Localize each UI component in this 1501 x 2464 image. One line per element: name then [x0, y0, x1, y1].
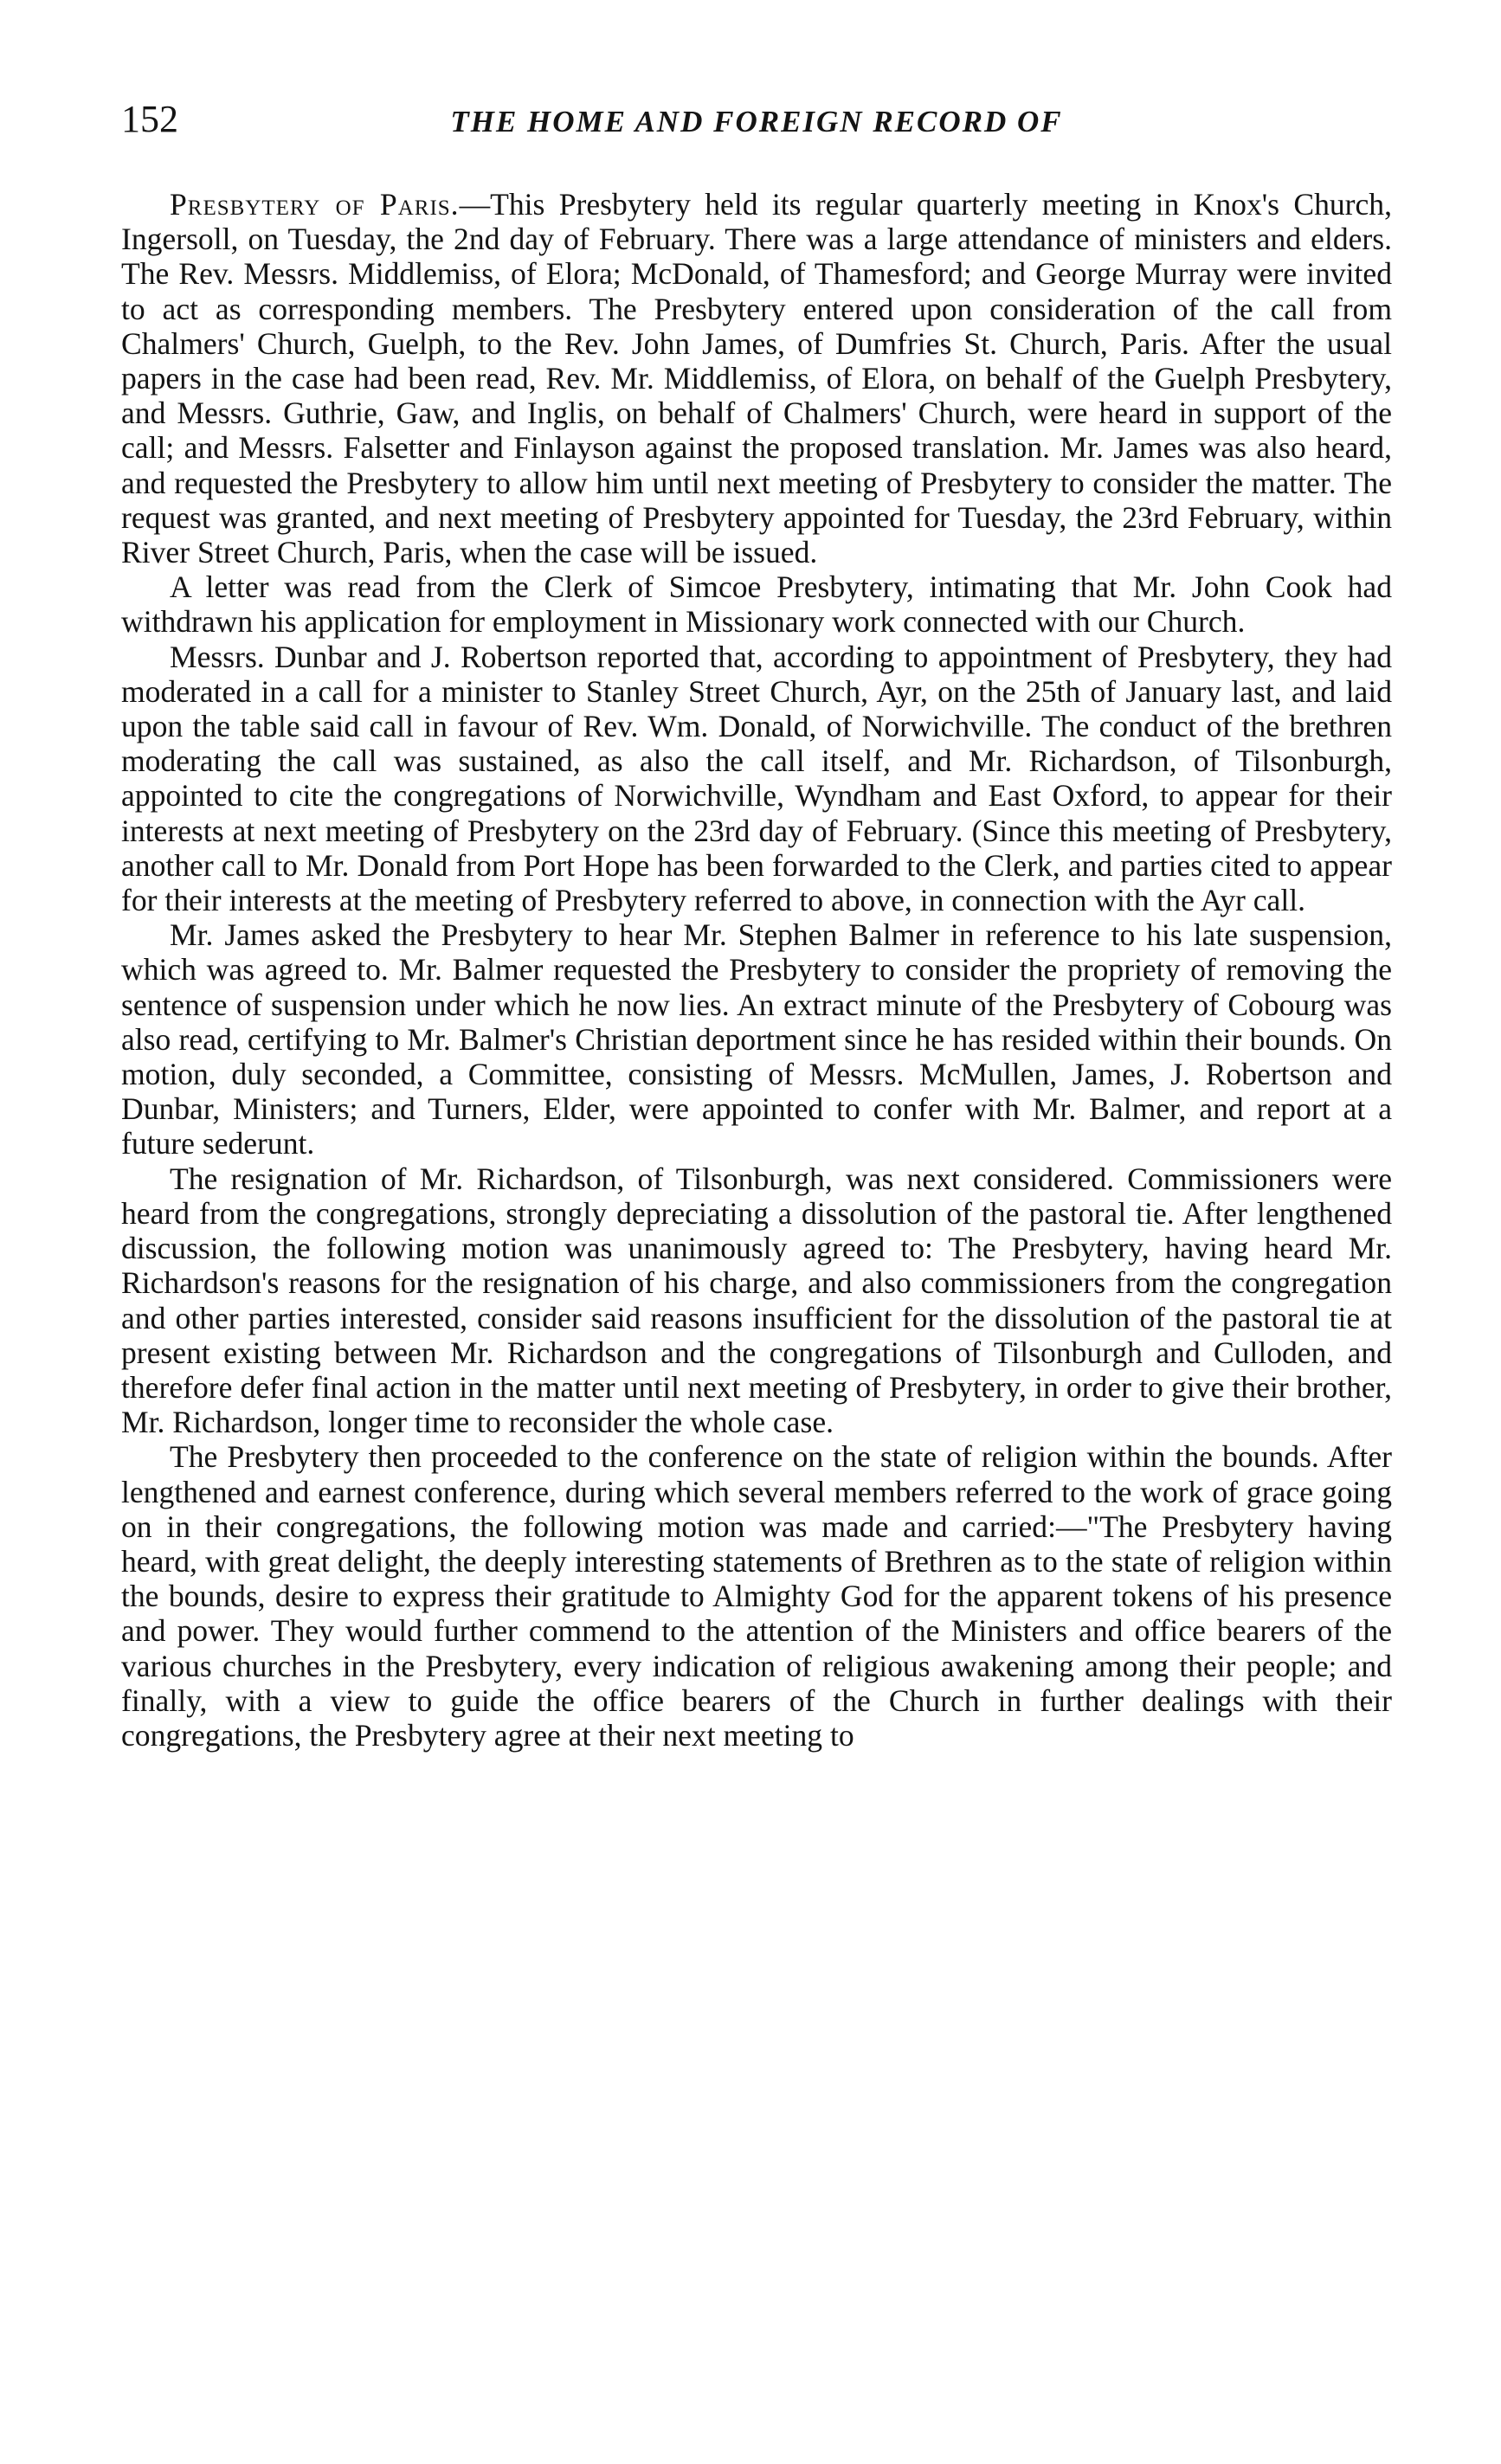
page-number: 152	[121, 98, 178, 140]
paragraph: Mr. James asked the Presbytery to hear Mr. Stephen Balmer in reference to his late suspension, which was agreed to. Mr. Balmer requested the Presbytery to consider the propriety of removing the sentence of suspension under which he now lies. An extract minute of the Presbytery of Cobourg was also read, certifying to Mr. Balmer's Christian deportment since he has resided within their bounds. On motion, duly seconded, a Committee, consisting of Messrs. McMullen, James, J. Robertson and Dunbar, Ministers; and Turners, Elder, were appointed to confer with Mr. Balmer, and report at a future sederunt.	[121, 917, 1392, 1161]
paragraph	[121, 187, 1392, 569]
section-heading: Presbytery of Paris.	[170, 187, 460, 222]
paragraph: The Presbytery then proceeded to the conference on the state of religion within the bounds. After lengthened and earnest conference, during which several members referred to the work of grace going on in their congregations, the following motion was made and carried:—"The Presbytery having heard, with great delight, the deeply interesting statements of Brethren as to the state of religion within the bounds, desire to express their gratitude to Almighty God for the apparent tokens of his presence and power. They would further commend to the attention of the Ministers and office bearers of the various churches in the Presbytery, every indication of religious awakening among their people; and finally, with a view to guide the office bearers of the Church in further dealings with their congregations, the Presbytery agree at their next meeting to	[121, 1439, 1392, 1753]
paragraph: The resignation of Mr. Richardson, of Tilsonburgh, was next considered. Commissioners were heard from the congregations, strongly depreciating a dissolution of the pastoral tie. After lengthened discussion, the following motion was unanimously agreed to: The Presbytery, having heard Mr. Richardson's reasons for the resignation of his charge, and also commissioners from the congregation and other parties interested, consider said reasons insufficient for the dissolution of the pastoral tie at present existing between Mr. Richardson and the congregations of Tilsonburgh and Culloden, and therefore defer final action in the matter until next meeting of Presbytery, in order to give their brother, Mr. Richardson, longer time to reconsider the whole case.	[121, 1161, 1392, 1440]
page-header	[121, 93, 1392, 145]
page	[121, 93, 1392, 1753]
article-body	[121, 187, 1392, 1753]
paragraph: Messrs. Dunbar and J. Robertson reported that, according to appointment of Presbytery, they had moderated in a call for a minister to Stanley Street Church, Ayr, on the 25th of January last, and laid upon the table said call in favour of Rev. Wm. Donald, of Norwichville. The conduct of the brethren moderating the call was sustained, as also the call itself, and Mr. Richardson, of Tilsonburgh, appointed to cite the congregations of Norwichville, Wyndham and East Oxford, to appear for their interests at next meeting of Presbytery on the 23rd day of February. (Since this meeting of Presbytery, another call to Mr. Donald from Port Hope has been forwarded to the Clerk, and parties cited to appear for their interests at the meeting of Presbytery referred to above, in connection with the Ayr call.	[121, 639, 1392, 918]
running-title: THE HOME AND FOREIGN RECORD OF	[450, 105, 1063, 138]
paragraph-text: —This Presbytery held its regular quarterly meeting in Knox's Church, Ingersoll, on Tuesday, the 2nd day of February. There was a large attendance of ministers and elders. The Rev. Messrs. Middlemiss, of Elora; McDonald, of Thamesford; and George Murray were invited to act as corresponding members. The Presbytery entered upon consideration of the call from Chalmers' Church, Guelph, to the Rev. John James, of Dumfries St. Church, Paris. After the usual papers in the case had been read, Rev. Mr. Middlemiss, of Elora, on behalf of the Guelph Presbytery, and Messrs. Guthrie, Gaw, and Inglis, on behalf of Chalmers' Church, were heard in support of the call; and Messrs. Falsetter and Finlayson against the proposed translation. Mr. James was also heard, and requested the Presbytery to allow him until next meeting of Presbytery to consider the matter. The request was granted, and next meeting of Presbytery appointed for Tuesday, the 23rd February, within River Street Church, Paris, when the case will be issued.	[121, 187, 1392, 570]
paragraph: A letter was read from the Clerk of Simcoe Presbytery, intimating that Mr. John Cook had withdrawn his application for employment in Missionary work connected with our Church.	[121, 569, 1392, 640]
